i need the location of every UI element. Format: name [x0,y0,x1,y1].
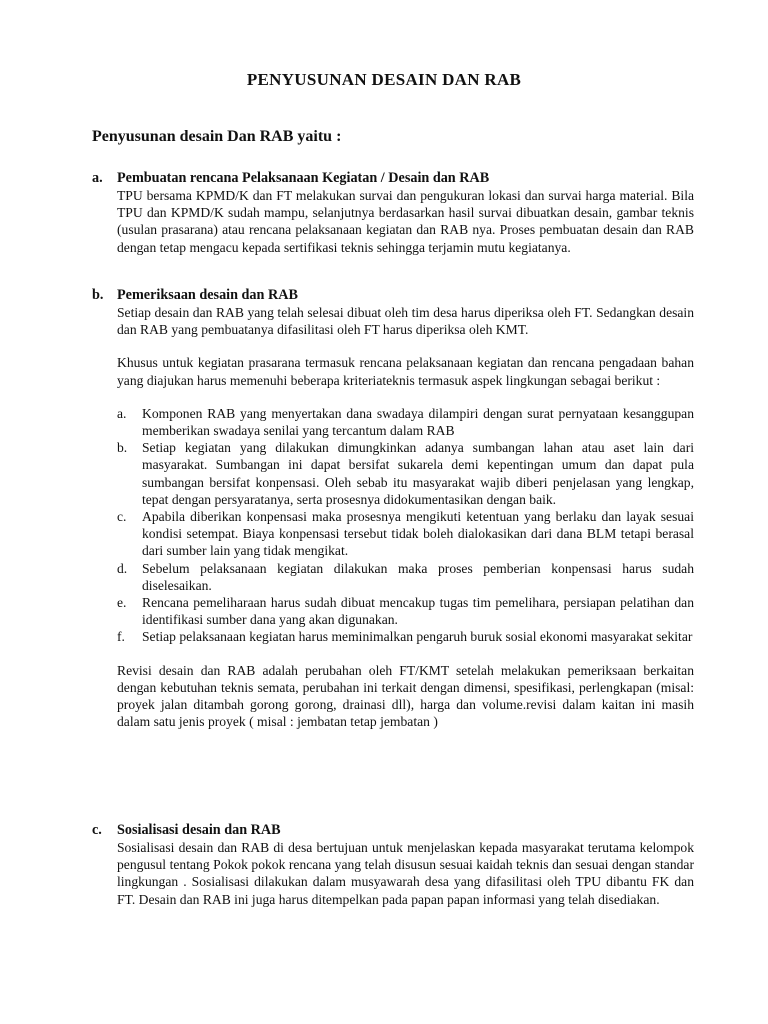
paragraph: Sosialisasi desain dan RAB di desa bertujuan untuk menjelaskan kepada masyarakat terutama kelompok pengusul tentang Pokok pokok rencana yang telah disusun sesuai kaidah teknis dan sesuai dengan standar lingkungan . Sosialisasi dilakukan dalam musyawarah desa yang difasilitasi oleh TPU dibantu FK dan FT. Desain dan RAB ini juga harus ditempelkan pada papan papan informasi yang telah disediakan. [117,840,694,907]
list-item [117,594,694,628]
section-heading-text: Pembuatan rencana Pelaksanaan Kegiatan / Desain dan RAB [117,170,490,186]
section-a [92,170,694,256]
list-letter: e. [117,595,127,611]
page-title: PENYUSUNAN DESAIN DAN RAB [246,70,522,89]
paragraph: Khusus untuk kegiatan prasarana termasuk rencana pelaksanaan kegiatan dan rencana pengadaan bahan yang diajukan harus memenuhi beberapa kriteriateknis termasuk aspek lingkungan sebagai berikut : [117,355,694,388]
section-letter: b. [92,287,104,303]
list-letter: a. [117,405,127,421]
list-text: Setiap kegiatan yang dilakukan dimungkinkan adanya sumbangan lahan atau aset lain dari masyarakat. Sumbangan ini dapat bersifat sukarela demi kepentingan umum dan dapat pula sumbangan bersifat konpensasi. Oleh sebab itu masyarakat wajib diberi penjelasan yang lengkap, tepat dengan persyaratanya, serta prosesnya didokumentasikan dengan baik. [142,440,694,507]
paragraph: Revisi desain dan RAB adalah perubahan oleh FT/KMT setelah melakukan pemeriksaan berkaitan dengan kebutuhan teknis semata, perubahan ini terkait dengan dimensi, spesifikasi, perlengkapan (misal: proyek jalan ditambah gorong gorong, drainasi dll), harga dan volume.revisi dalam kaitan ini masih dalam satu jenis proyek ( misal : jembatan tetap jembatan ) [117,662,694,730]
list-item [117,628,694,645]
list-letter: d. [117,560,128,576]
section-body [117,839,694,908]
section-heading-text: Pemeriksaan desain dan RAB [117,287,298,303]
list-letter: f. [117,629,125,645]
section-b [92,287,694,730]
list-item [117,405,694,439]
section-heading [92,822,694,839]
section-heading [92,287,694,304]
list-item [117,560,694,594]
section-heading-text: Sosialisasi desain dan RAB [117,822,281,838]
list-item [117,508,694,560]
paragraph: Setiap desain dan RAB yang telah selesai dibuat oleh tim desa harus diperiksa oleh FT. Sedangkan desain dan RAB yang pembuatanya difasilitasi oleh FT harus diperiksa oleh KMT. [117,305,694,338]
list-text: Rencana pemeliharaan harus sudah dibuat mencakup tugas tim pemelihara, persiapan pelatihan dan identifikasi sumber dana yang akan digunakan. [142,595,694,628]
list-letter: b. [117,440,128,456]
criteria-list [117,405,694,646]
list-text: Sebelum pelaksanaan kegiatan dilakukan maka proses pemberian konpensasi harus sudah diselesaikan. [142,560,694,593]
section-letter: a. [92,170,103,186]
list-text: Komponen RAB yang menyertakan dana swadaya dilampiri dengan surat pernyataan kesanggupan memberikan swadaya senilai yang tercantum dalam RAB [142,405,694,439]
list-letter: c. [117,509,127,525]
list-item [117,439,694,508]
section-c [92,822,694,908]
list-text: Apabila diberikan konpensasi maka prosesnya mengikuti ketentuan yang berlaku dan layak sesuai kondisi setempat. Biaya konpensasi tersebut tidak boleh dialokasikan dari dana BLM tetapi berasal dari sumber lain yang tidak mengikat. [142,509,694,559]
section-letter: c. [92,822,102,838]
paragraph: TPU bersama KPMD/K dan FT melakukan survai dan pengukuran lokasi dan survai harga material. Bila TPU dan KPMD/K sudah mampu, selanjutnya berdasarkan hasil survai dibuatkan desain, gambar teknis (usulan prasarana) atau rencana pelaksanaan kegiatan dan RAB nya. Proses pembuatan desain dan RAB dengan tetap mengacu kepada sertifikasi teknis sehingga terjamin mutu kegiatanya. [117,188,694,255]
page-subtitle: Penyusunan desain Dan RAB yaitu : [92,128,342,145]
section-body [117,187,694,256]
section-body [117,304,694,730]
list-text: Setiap pelaksanaan kegiatan harus meminimalkan pengaruh buruk sosial ekonomi masyarakat sekitar [142,629,693,645]
section-heading [92,170,694,187]
